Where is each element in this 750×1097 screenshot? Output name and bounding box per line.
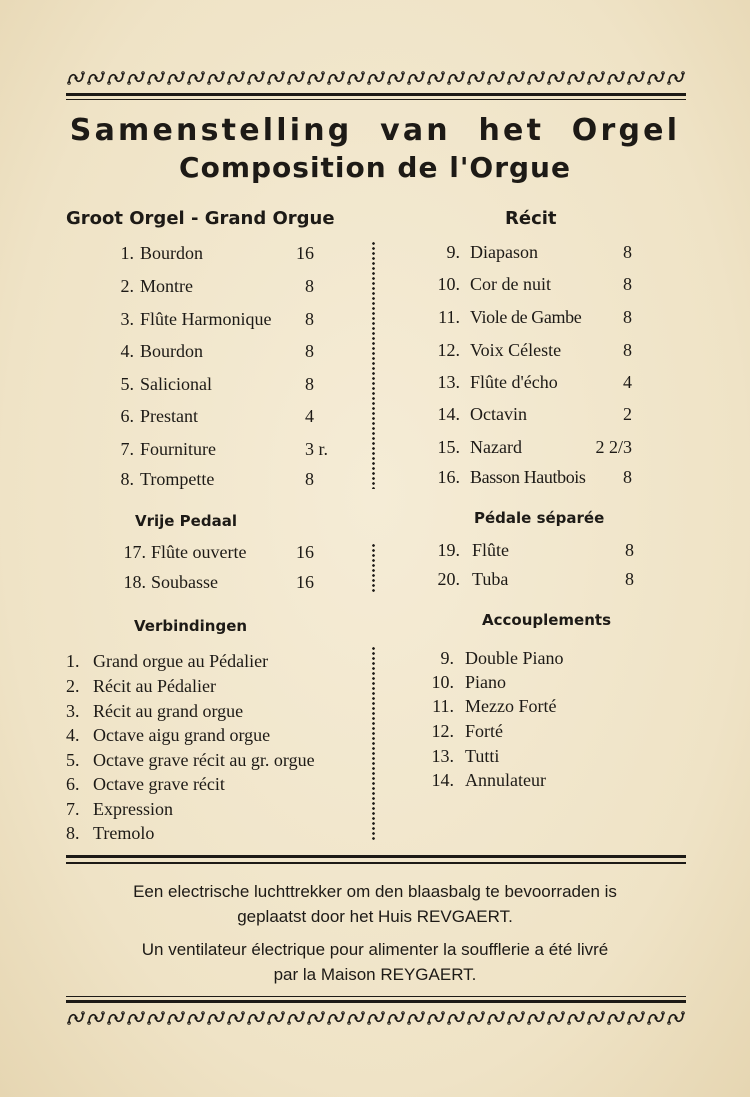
note-french-line1: Un ventilateur électrique pour alimenter la soufflerie a été livré bbox=[141, 940, 609, 959]
heading-pedale-separee: Pédale séparée bbox=[474, 509, 605, 527]
list-item: 12. Voix Céleste 8 bbox=[437, 340, 632, 360]
bottom-rule-thick bbox=[66, 1000, 686, 1003]
list-item: 16. Basson Hautbois 8 bbox=[437, 467, 632, 487]
list-item: 6. Prestant 4 bbox=[120, 406, 314, 426]
list-item: 5. Salicional 8 bbox=[120, 374, 314, 394]
list-item: 1. Grand orgue au Pédalier bbox=[66, 651, 269, 671]
title-dutch: Samenstelling van het Orgel bbox=[69, 113, 681, 148]
mid-rule-thin bbox=[66, 862, 686, 864]
list-item: 2. Récit au Pédalier bbox=[66, 676, 216, 696]
list-item: 10. Piano bbox=[431, 672, 507, 692]
note-dutch-line1: Een electrische luchttrekker om den blaasbalg te bevoorraden is bbox=[133, 882, 617, 901]
list-item: 20. Tuba 8 bbox=[437, 569, 634, 589]
list-item: 8. Tremolo bbox=[66, 823, 155, 843]
list-item: 14. Annulateur bbox=[431, 770, 546, 790]
list-item: 5. Octave grave récit au gr. orgue bbox=[66, 750, 315, 770]
list-item: 11. Mezzo Forté bbox=[432, 696, 557, 716]
heading-recit: Récit bbox=[505, 208, 557, 229]
list-item: 13. Tutti bbox=[431, 746, 500, 766]
list-item: 9. Double Piano bbox=[440, 648, 564, 668]
list-item: 19. Flûte 8 bbox=[437, 540, 634, 560]
list-item: 14. Octavin 2 bbox=[437, 404, 632, 424]
list-item: 1. Bourdon 16 bbox=[120, 243, 314, 263]
list-item: 17. Flûte ouverte 16 bbox=[123, 542, 314, 562]
heading-grand-orgue: Groot Orgel - Grand Orgue bbox=[66, 208, 335, 229]
list-item: 15. Nazard 2 2/3 bbox=[437, 437, 632, 457]
bottom-ornament-border bbox=[66, 1008, 686, 1028]
list-item: 12. Forté bbox=[431, 721, 503, 741]
dotted-separator bbox=[372, 241, 375, 489]
top-rule-thick bbox=[66, 93, 686, 96]
dotted-separator bbox=[372, 543, 375, 593]
note-french-line2: par la Maison REYGAERT. bbox=[273, 965, 477, 984]
list-item: 11. Viole de Gambe 8 bbox=[438, 307, 632, 327]
list-item: 6. Octave grave récit bbox=[66, 774, 225, 794]
list-item: 10. Cor de nuit 8 bbox=[437, 274, 632, 294]
list-item: 8. Trompette 8 bbox=[120, 469, 314, 489]
top-rule-thin bbox=[66, 99, 686, 100]
title-french: Composition de l'Orgue bbox=[179, 151, 571, 184]
top-ornament-border bbox=[66, 68, 686, 88]
bottom-rule-thin bbox=[66, 996, 686, 997]
list-item: 4. Bourdon 8 bbox=[120, 341, 314, 361]
list-item: 7. Fourniture 3 r. bbox=[120, 439, 328, 459]
list-item: 3. Récit au grand orgue bbox=[66, 701, 244, 721]
mid-rule-thick bbox=[66, 855, 686, 858]
list-item: 2. Montre 8 bbox=[120, 276, 314, 296]
heading-vrije-pedaal: Vrije Pedaal bbox=[135, 512, 237, 530]
list-item: 3. Flûte Harmonique 8 bbox=[120, 309, 314, 329]
dotted-separator bbox=[372, 646, 375, 842]
list-item: 7. Expression bbox=[66, 799, 173, 819]
list-item: 13. Flûte d'écho 4 bbox=[437, 372, 632, 392]
list-item: 18. Soubasse 16 bbox=[123, 572, 314, 592]
list-item: 4. Octave aigu grand orgue bbox=[66, 725, 271, 745]
heading-accouplements: Accouplements bbox=[482, 611, 612, 629]
heading-verbindingen: Verbindingen bbox=[134, 617, 248, 635]
note-dutch-line2: geplaatst door het Huis REVGAERT. bbox=[237, 907, 513, 926]
list-item: 9. Diapason 8 bbox=[446, 242, 632, 262]
